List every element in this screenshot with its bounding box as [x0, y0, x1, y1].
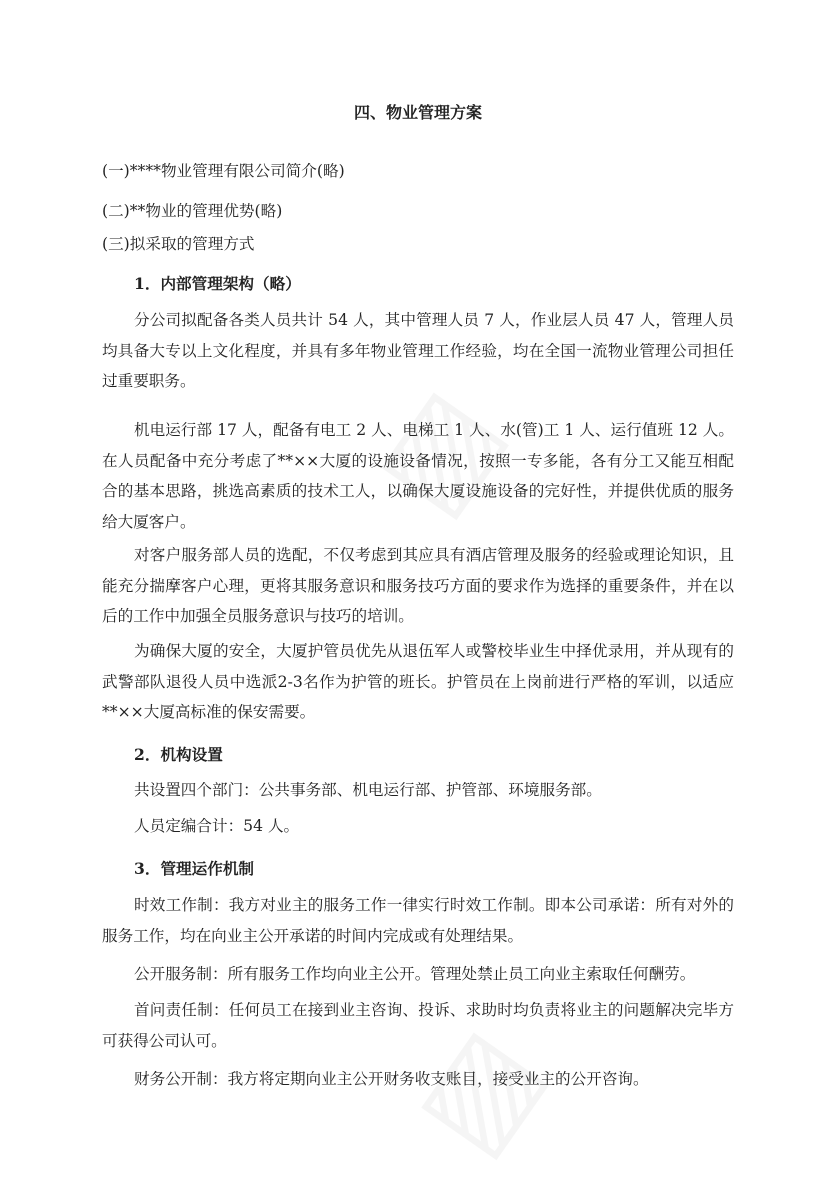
paragraph: 对客户服务部人员的选配，不仅考虑到其应具有酒店管理及服务的经验或理论知识，且能充分揣摩客户心理，更将其服务意识和服务技巧方面的要求作为选择的重要条件，并在以后的工作中加强全员服务意识与技巧的培训。	[102, 546, 734, 625]
section-heading: (一)****物业管理有限公司简介(略)	[102, 162, 345, 180]
paragraph: 财务公开制：我方将定期向业主公开财务收支账目，接受业主的公开咨询。	[134, 1070, 649, 1088]
section-heading: (三)拟采取的管理方式	[102, 235, 255, 253]
paragraph: 人员定编合计：54 人。	[134, 817, 300, 835]
section-heading: (二)**物业的管理优势(略)	[102, 202, 283, 220]
paragraph: 分公司拟配备各类人员共计 54 人，其中管理人员 7 人，作业层人员 47 人，管理人员均具备大专以上文化程度，并具有多年物业管理工作经验，均在全国一流物业管理公司担任过重要职务。	[102, 311, 734, 390]
subsection-heading: 1．内部管理架构（略）	[134, 274, 301, 293]
paragraph: 时效工作制：我方对业主的服务工作一律实行时效工作制。即本公司承诺：所有对外的服务工作，均在向业主公开承诺的时间内完成或有处理结果。	[102, 896, 734, 945]
subsection-heading: 3．管理运作机制	[134, 859, 255, 878]
subsection-heading: 2．机构设置	[134, 745, 223, 764]
paragraph: 为确保大厦的安全，大厦护管员优先从退伍军人或警校毕业生中择优录用，并从现有的武警部队退役人员中选派2-3名作为护管的班长。护管员在上岗前进行严格的军训，以适应**××大厦高标准的保安需要。	[102, 642, 734, 721]
paragraph: 共设置四个部门：公共事务部、机电运行部、护管部、环境服务部。	[134, 781, 602, 799]
paragraph: 公开服务制：所有服务工作均向业主公开。管理处禁止员工向业主索取任何酬劳。	[134, 965, 696, 983]
page-title: 四、物业管理方案	[353, 103, 482, 122]
paragraph: 机电运行部 17 人，配备有电工 2 人、电梯工 1 人、水(管)工 1 人、运行值班 12 人。在人员配备中充分考虑了**××大厦的设施设备情况，按照一专多能，各有分工又能互相配合的基本思路，挑选高素质的技术工人，以确保大厦设施设备的完好性，并提供优质的服务给大厦客户。	[102, 421, 734, 531]
paragraph: 首问责任制：任何员工在接到业主咨询、投诉、求助时均负责将业主的问题解决完毕方可获得公司认可。	[102, 1001, 734, 1050]
